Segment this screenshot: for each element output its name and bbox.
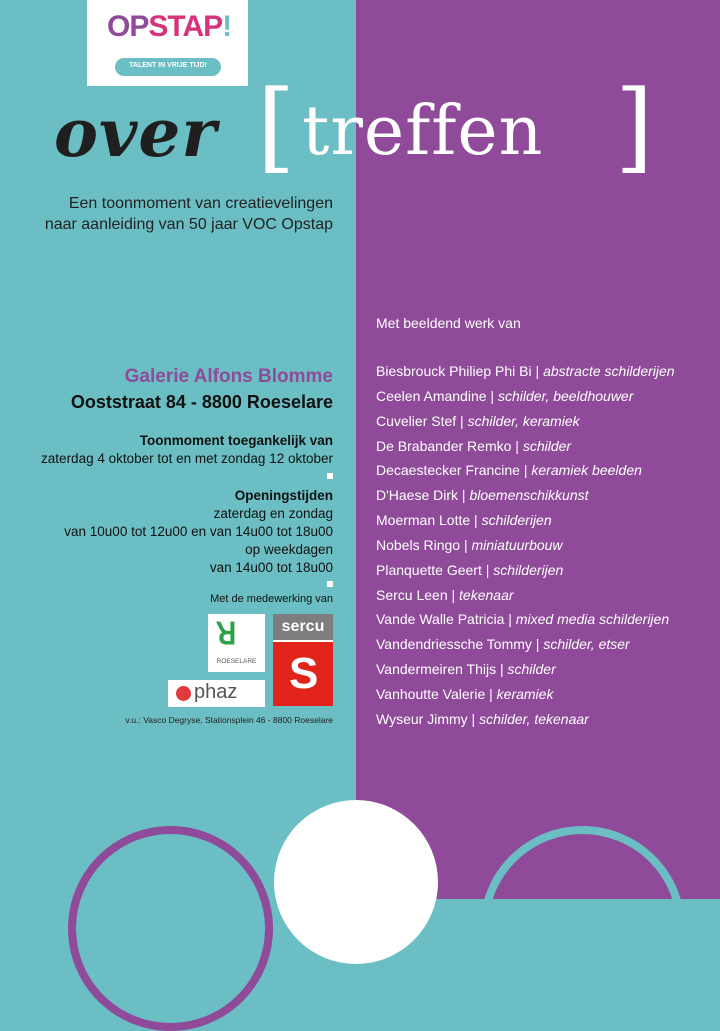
artist-name: Biesbrouck Philiep Phi Bi — [376, 363, 532, 379]
artist-separator: | — [504, 611, 516, 628]
artist-name: De Brabander Remko — [376, 437, 512, 454]
artist-item — [376, 483, 675, 508]
artists-heading: Met beeldend werk van — [376, 315, 521, 331]
artist-separator: | — [467, 710, 480, 727]
artist-separator: | — [511, 437, 523, 454]
artist-role: tekenaar — [459, 586, 514, 603]
artist-role: schilder, tekenaar — [479, 710, 589, 727]
subtitle-line-1: Een toonmoment van creatievelingen — [68, 195, 333, 212]
artist-item — [376, 707, 675, 732]
hours-weekday-times: van 14u00 tot 18u00 — [209, 560, 333, 575]
hours-weekend-times: van 10u00 tot 12u00 en van 14u00 tot 18u00 — [64, 524, 333, 539]
artist-separator: | — [456, 412, 468, 429]
artist-item — [376, 558, 675, 583]
sercu-mark — [273, 642, 333, 706]
artist-name: Cuvelier Stef — [376, 412, 457, 429]
artist-name: Wyseur Jimmy — [376, 710, 468, 727]
artist-role: abstracte schilderijen — [543, 363, 675, 379]
artist-role: schilder — [522, 437, 572, 454]
phaz-dot-icon — [176, 686, 191, 701]
logo-exclamation: ! — [222, 10, 232, 43]
artist-name: Planquette Geert — [376, 561, 482, 578]
artist-separator: | — [470, 512, 482, 529]
artist-item — [376, 607, 675, 632]
sercu-text: sercu — [273, 614, 333, 640]
artist-item — [376, 657, 675, 682]
roeselare-text: ROESELARE — [216, 658, 257, 665]
artist-separator: | — [485, 685, 497, 702]
roeselare-logo — [208, 614, 265, 672]
artist-role: schilderijen — [481, 512, 552, 529]
artist-separator: | — [531, 363, 544, 379]
sercu-logo — [273, 614, 333, 706]
artist-role: miniatuurbouw — [471, 536, 563, 553]
artist-item — [376, 583, 675, 608]
opstap-logo — [87, 0, 248, 86]
artist-item — [376, 682, 675, 707]
hours-weekend: zaterdag en zondag — [213, 506, 333, 521]
artist-item — [376, 434, 675, 459]
subtitle-line-2: naar aanleiding van 50 jaar VOC Opstap — [44, 216, 333, 233]
artist-separator: | — [531, 636, 544, 653]
artist-item — [376, 409, 675, 434]
decorative-circle-purple — [68, 826, 273, 1031]
subtitle — [0, 193, 333, 235]
title-treffen: treffen — [302, 92, 544, 171]
artist-name: Moerman Lotte — [376, 512, 471, 529]
decorative-circle-teal — [480, 826, 685, 1031]
artist-role: schilder, etser — [543, 636, 630, 653]
artist-item — [376, 359, 675, 384]
artist-item — [376, 384, 675, 409]
collaboration-label: Met de medewerking van — [210, 593, 333, 605]
artist-name: Sercu Leen — [376, 586, 448, 603]
artist-separator: | — [486, 387, 498, 404]
artist-separator: | — [519, 462, 532, 479]
roeselare-mark-icon: ꓤ — [216, 618, 237, 651]
venue-name: Galerie Alfons Blomme — [124, 366, 333, 387]
artist-role: mixed media schilderijen — [515, 611, 670, 628]
access-block — [41, 432, 333, 468]
artist-role: schilder, beeldhouwer — [497, 387, 634, 404]
artist-name: Vandendriessche Tommy — [376, 636, 532, 653]
artist-role: schilder, keramiek — [467, 412, 580, 429]
venue-address: Ooststraat 84 - 8800 Roeselare — [70, 392, 333, 412]
artist-name: D'Haese Dirk — [376, 487, 459, 504]
sercu-s: S — [289, 649, 319, 698]
phaz-logo — [168, 680, 265, 707]
divider-square — [327, 581, 333, 587]
logo-stap: STAP — [148, 10, 223, 43]
hours-weekdays: op weekdagen — [245, 542, 333, 557]
artist-name: Decaestecker Francine — [376, 462, 520, 479]
artist-separator: | — [447, 586, 460, 603]
hours-heading: Openingstijden — [234, 488, 333, 503]
artist-role: schilderijen — [493, 561, 564, 578]
artist-item — [376, 508, 675, 533]
logo-tagline-bar — [115, 58, 221, 76]
artist-role: keramiek — [496, 685, 554, 702]
decorative-circle-white — [274, 800, 438, 964]
hours-block — [64, 487, 333, 577]
title-bracket-open: [ — [257, 70, 296, 184]
artist-name: Ceelen Amandine — [376, 387, 487, 404]
artist-item — [376, 533, 675, 558]
access-dates: zaterdag 4 oktober tot en met zondag 12 oktober — [41, 451, 333, 466]
artist-name: Nobels Ringo — [376, 536, 461, 553]
title-bracket-close: ] — [615, 70, 654, 184]
artist-name: Vande Walle Patricia — [376, 611, 505, 628]
artist-role: keramiek beelden — [531, 462, 642, 479]
artist-separator: | — [496, 661, 508, 678]
artist-name: Vandermeiren Thijs — [376, 661, 497, 678]
responsible-publisher: v.u.: Vasco Degryse, Stationsplein 46 - 8800 Roeselare — [125, 715, 333, 725]
artist-list — [376, 359, 675, 732]
access-heading: Toonmoment toegankelijk van — [139, 433, 333, 448]
artist-separator: | — [481, 561, 494, 578]
artist-name: Vanhoutte Valerie — [376, 685, 486, 702]
phaz-text: phaz — [194, 681, 238, 703]
artist-separator: | — [458, 487, 470, 504]
logo-tagline: TALENT IN VRIJE TIJD! — [129, 62, 207, 69]
artist-role: schilder — [507, 661, 556, 678]
artist-separator: | — [460, 536, 472, 553]
artist-role: bloemenschikkunst — [469, 487, 589, 504]
logo-op: OP — [107, 10, 149, 43]
artist-item — [376, 458, 675, 483]
artist-item — [376, 632, 675, 657]
divider-square — [327, 473, 333, 479]
title-over: over — [54, 94, 218, 172]
